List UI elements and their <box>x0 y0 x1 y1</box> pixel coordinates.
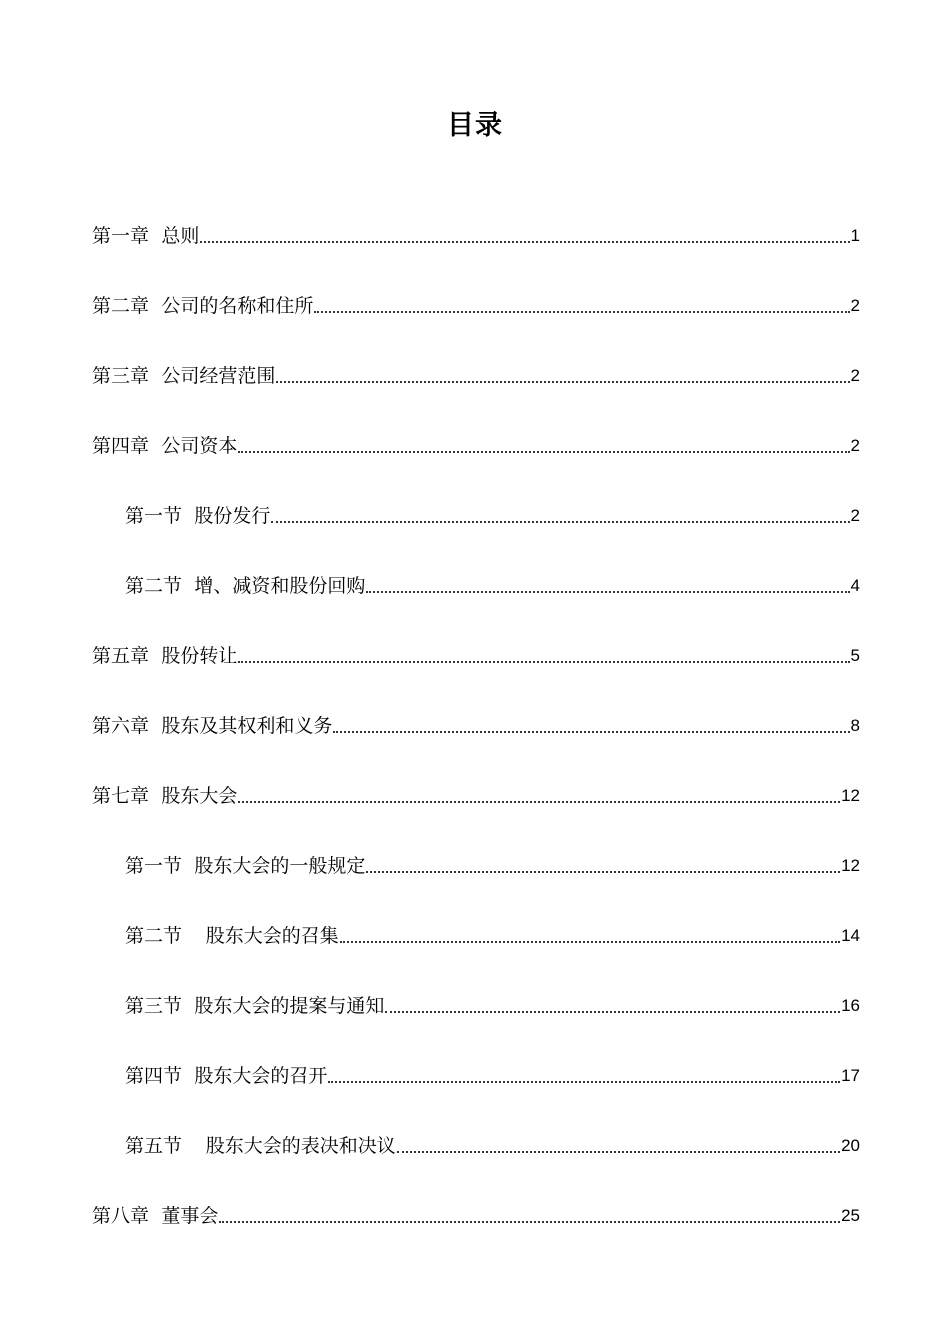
toc-entry-label <box>125 1134 396 1158</box>
toc-entry-label <box>92 714 332 738</box>
toc-entry[interactable] <box>92 598 860 668</box>
toc-entry[interactable] <box>92 738 860 808</box>
toc-entry-label <box>125 994 384 1018</box>
toc-entry-number: 第二节 <box>125 575 183 597</box>
toc-entry-title: 股东大会的表决和决议 <box>205 1135 396 1157</box>
toc-entry-page: 25 <box>841 1206 860 1225</box>
toc-entry-title: 股份发行 <box>194 505 271 527</box>
toc-entry[interactable] <box>92 948 860 1018</box>
toc-entry-page: 8 <box>850 716 860 735</box>
toc-entry[interactable] <box>92 178 860 248</box>
toc-entry-page: 2 <box>850 436 860 455</box>
toc-entry-page: 14 <box>841 926 860 945</box>
toc-entry[interactable] <box>92 458 860 528</box>
dot-leader <box>276 380 849 383</box>
toc-entry-label <box>125 854 365 878</box>
toc-entry[interactable] <box>92 248 860 318</box>
toc-entry-title: 股东大会的一般规定 <box>194 855 366 877</box>
toc-entry-page: 20 <box>841 1136 860 1155</box>
toc-entry-number: 第一节 <box>125 855 183 877</box>
toc-entry-number: 第八章 <box>92 1205 150 1227</box>
toc-entry[interactable] <box>92 668 860 738</box>
toc-entry-page: 1 <box>850 226 860 245</box>
toc-entry-number: 第六章 <box>92 715 150 737</box>
toc-entry-number: 第四节 <box>125 1065 183 1087</box>
toc-entry-title: 董事会 <box>161 1205 219 1227</box>
toc-entry-number: 第三章 <box>92 365 150 387</box>
toc-entry[interactable] <box>92 1158 860 1228</box>
toc-entry-number: 第五节 <box>125 1135 183 1157</box>
toc-entry-title: 股东及其权利和义务 <box>161 715 333 737</box>
toc-entry[interactable] <box>92 318 860 388</box>
dot-leader <box>238 800 840 803</box>
toc-entry-label <box>92 1204 218 1228</box>
toc-entry-title: 股东大会的提案与通知 <box>194 995 385 1017</box>
toc-entry[interactable] <box>92 388 860 458</box>
toc-entry[interactable] <box>92 878 860 948</box>
toc-entry-number: 第二节 <box>125 925 183 947</box>
toc-entry[interactable] <box>92 528 860 598</box>
dot-leader <box>385 1010 840 1013</box>
dot-leader <box>366 590 849 593</box>
toc-entry-page: 2 <box>850 366 860 385</box>
toc-entry-label <box>125 1064 327 1088</box>
dot-leader <box>238 660 849 663</box>
toc-entry-page: 16 <box>841 996 860 1015</box>
toc-entry-number: 第四章 <box>92 435 150 457</box>
toc-title: 目录 <box>447 110 503 141</box>
dot-leader <box>366 870 840 873</box>
dot-leader <box>219 1220 840 1223</box>
toc-entry-title: 股东大会的召集 <box>205 925 339 947</box>
toc-list <box>92 178 860 1228</box>
toc-entry-number: 第一节 <box>125 505 183 527</box>
toc-entry-number: 第五章 <box>92 645 150 667</box>
toc-entry-title: 股东大会的召开 <box>194 1065 328 1087</box>
toc-entry-label <box>92 784 237 808</box>
toc-entry[interactable] <box>92 808 860 878</box>
toc-entry-label <box>92 364 275 388</box>
dot-leader <box>340 940 840 943</box>
toc-entry[interactable] <box>92 1088 860 1158</box>
toc-entry[interactable] <box>92 1018 860 1088</box>
toc-entry-label <box>92 224 199 248</box>
toc-entry-page: 12 <box>841 856 860 875</box>
toc-entry-title: 公司的名称和住所 <box>161 295 314 317</box>
toc-entry-page: 2 <box>850 506 860 525</box>
toc-entry-title: 总则 <box>161 225 200 247</box>
toc-entry-title: 股份转让 <box>161 645 238 667</box>
toc-entry-page: 5 <box>850 646 860 665</box>
toc-entry-page: 17 <box>841 1066 860 1085</box>
dot-leader <box>397 1150 840 1153</box>
toc-entry-label <box>92 434 237 458</box>
toc-entry-label <box>92 294 313 318</box>
toc-entry-label <box>125 504 270 528</box>
toc-entry-label <box>125 924 339 948</box>
toc-entry-number: 第三节 <box>125 995 183 1017</box>
toc-entry-title: 股东大会 <box>161 785 238 807</box>
toc-entry-page: 12 <box>841 786 860 805</box>
toc-entry-title: 公司经营范围 <box>161 365 276 387</box>
toc-entry-label <box>125 574 365 598</box>
toc-entry-page: 2 <box>850 296 860 315</box>
toc-entry-label <box>92 644 237 668</box>
dot-leader <box>328 1080 840 1083</box>
toc-entry-number: 第七章 <box>92 785 150 807</box>
toc-entry-number: 第一章 <box>92 225 150 247</box>
dot-leader <box>200 240 849 243</box>
toc-entry-title: 增、减资和股份回购 <box>194 575 366 597</box>
dot-leader <box>333 730 849 733</box>
toc-entry-number: 第二章 <box>92 295 150 317</box>
toc-entry-page: 4 <box>850 576 860 595</box>
toc-entry-title: 公司资本 <box>161 435 238 457</box>
dot-leader <box>314 310 849 313</box>
dot-leader <box>271 520 849 523</box>
dot-leader <box>238 450 849 453</box>
